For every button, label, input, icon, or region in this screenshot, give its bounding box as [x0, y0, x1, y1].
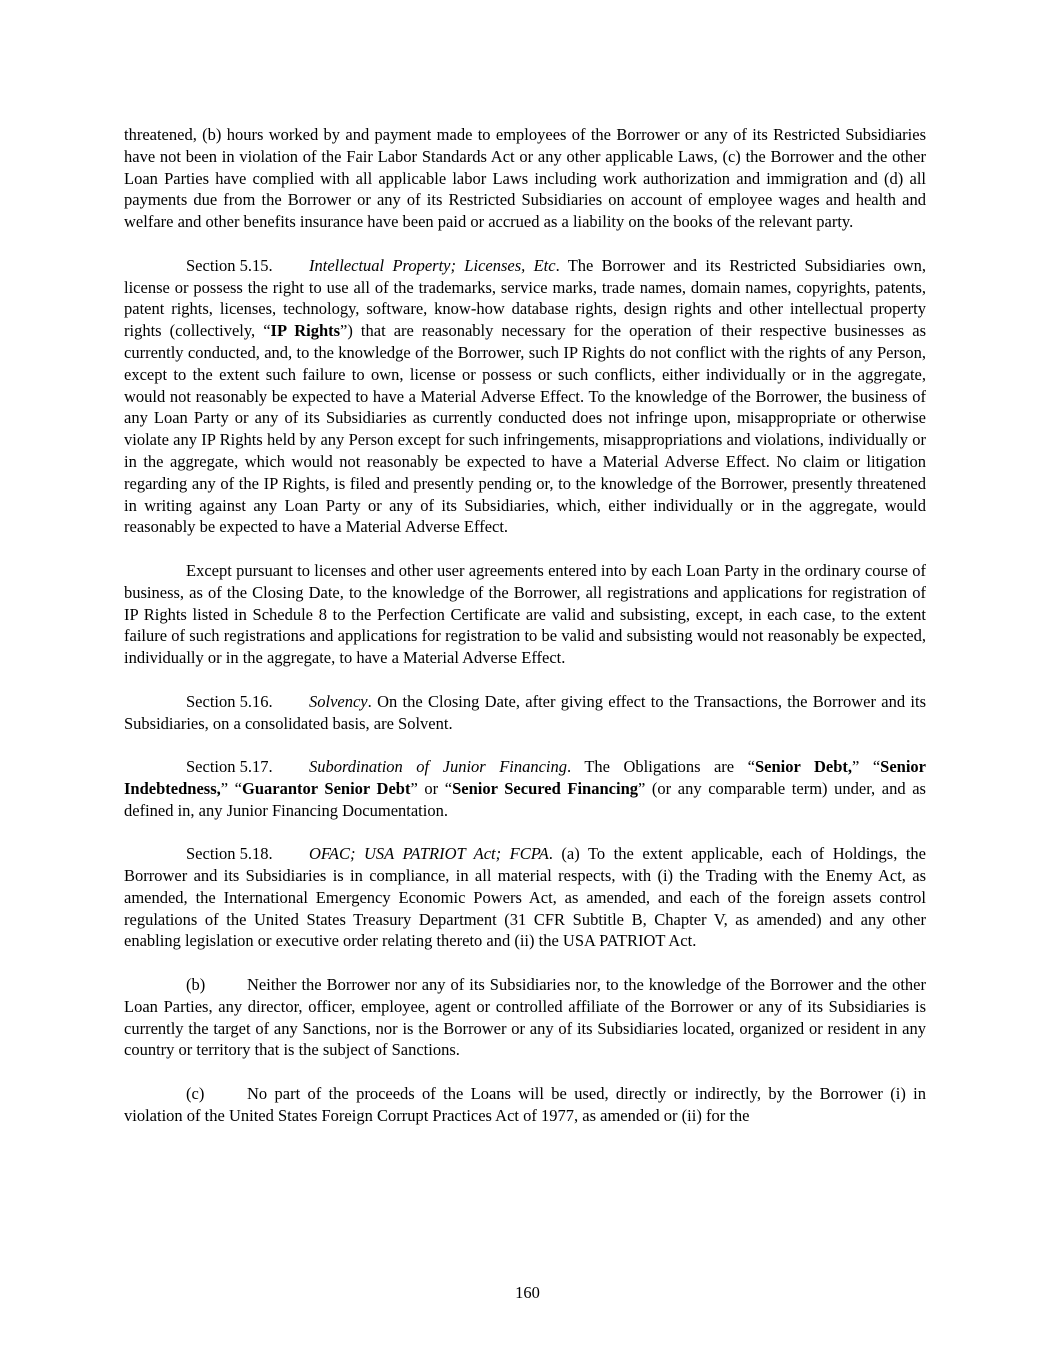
section-text: ”) that are reasonably necessary for the operation of their respective businesses as currently conducted, and, to the knowledge of the Borrower, such IP Rights do not conflict with the rights of any Person, except to the extent such failure to own, license or possess or such conflicts, either individually or in the aggregate, would not reasonably be expected to have a Material Adverse Effect. To the knowledge of the Borrower, the business of any Loan Party or any of its Subsidiaries as currently conducted does not infringe upon, misappropriate or otherwise violate any IP Rights held by any Person except for such infringements, misappropriations and violations, individually or in the aggregate, which would not reasonably be expected to have a Material Adverse Effect. No claim or litigation regarding any of the IP Rights, is filed and presently pending or, to the knowledge of the Borrower, presently threatened in writing against any Loan Party or any of its Subsidiaries, which, either individually or in the aggregate, would reasonably be expected to have a Material Adverse Effect. [124, 321, 927, 537]
section-text: ” “ [852, 757, 881, 777]
section-text: ” “ [220, 778, 243, 798]
section-5-15 [124, 255, 926, 538]
section-text: . (a) To the extent applicable, each of Holdings, the Borrower and its Subsidiaries is in compliance, in all material respects, with (i) the Trading with the Enemy Act, as amended, the International Emergency Economic Powers Act, as amended, and each of the foreign assets control regulations of the United States Treasury Department (31 CFR Subtitle B, Chapter V, as amended) and any other enabling legislation or executive order relating thereto and (ii) the USA PATRIOT Act. [124, 844, 927, 951]
section-text: . On the Closing Date, after giving effect to the Transactions, the Borrower and its Subsidiaries, on a consolidated basis, are Solvent. [124, 691, 926, 733]
section-text: . The Obligations are “ [567, 757, 755, 777]
section-5-18 [124, 843, 926, 952]
paragraph-except: Except pursuant to licenses and other user agreements entered into by each Loan Party in the ordinary course of business, as of the Closing Date, to the knowledge of the Borrower, all registrations and applications for registration of IP Rights listed in Schedule 8 to the Perfection Certificate are valid and subsisting, except, in each case, to the extent failure of such registrations and applications for registration to be valid and subsisting would not reasonably be expected, individually or in the aggregate, to have a Material Adverse Effect. [124, 560, 926, 668]
section-title: Intellectual Property; Licenses, Etc [309, 255, 556, 275]
defined-term: Guarantor Senior Debt [242, 778, 411, 798]
subsection-number: (b) [186, 975, 206, 995]
subsection-c [124, 1083, 926, 1127]
section-number: Section 5.16. [186, 691, 273, 711]
section-number: Section 5.17. [186, 757, 273, 777]
subsection-text: No part of the proceeds of the Loans will be used, directly or indirectly, by the Borrower (i) in violation of the United States Foreign Corrupt Practices Act of 1977, as amended or (ii) for the [124, 1084, 926, 1125]
subsection-text: Neither the Borrower nor any of its Subsidiaries nor, to the knowledge of the Borrower and the other Loan Parties, any director, officer, employee, agent or controlled affiliate of the Borrower or any of its Subsidiaries is currently the target of any Sanctions, nor is the Borrower or any of its Subsidiaries located, organized or resident in any country or territory that is the subject of Sanctions. [124, 975, 926, 1060]
section-text: ” (or any comparable term) under, and as defined in, any Junior Financing Documentation. [124, 778, 926, 820]
section-5-16 [124, 691, 926, 735]
paragraph-labor-continued: threatened, (b) hours worked by and payment made to employees of the Borrower or any of its Restricted Subsidiaries have not been in violation of the Fair Labor Standards Act or any other applicable Laws, (c) the Borrower and the other Loan Parties have complied with all applicable labor Laws including work authorization and immigration and (d) all payments due from the Borrower or any of its Restricted Subsidiaries on account of employee wages and health and welfare and other benefits insurance have been paid or accrued as a liability on the books of the relevant party. [124, 125, 926, 232]
document-page [124, 124, 926, 1148]
section-text: ” or “ [410, 778, 453, 798]
subsection-number: (c) [186, 1084, 205, 1104]
section-text: . The Borrower and its Restricted Subsidiaries own, license or possess the right to use all of the trademarks, service marks, trade names, domain names, copyrights, patents, patent rights, licenses, technology, software, know-how database rights, design rights and other intellectual property rights (collectively, “ [124, 255, 926, 341]
page-number: 160 [515, 1283, 540, 1302]
defined-term: Senior Indebtedness, [124, 757, 927, 798]
subsection-b [124, 974, 926, 1061]
section-5-17 [124, 756, 926, 821]
section-number: Section 5.15. [186, 255, 273, 275]
section-title: Subordination of Junior Financing [309, 757, 568, 777]
defined-term: Senior Debt, [754, 757, 853, 777]
defined-term: Senior Secured Financing [452, 778, 638, 798]
defined-term: IP Rights [270, 321, 341, 341]
section-number: Section 5.18. [186, 844, 273, 864]
section-title: Solvency [309, 691, 368, 711]
section-title: OFAC; USA PATRIOT Act; FCPA [309, 844, 549, 864]
